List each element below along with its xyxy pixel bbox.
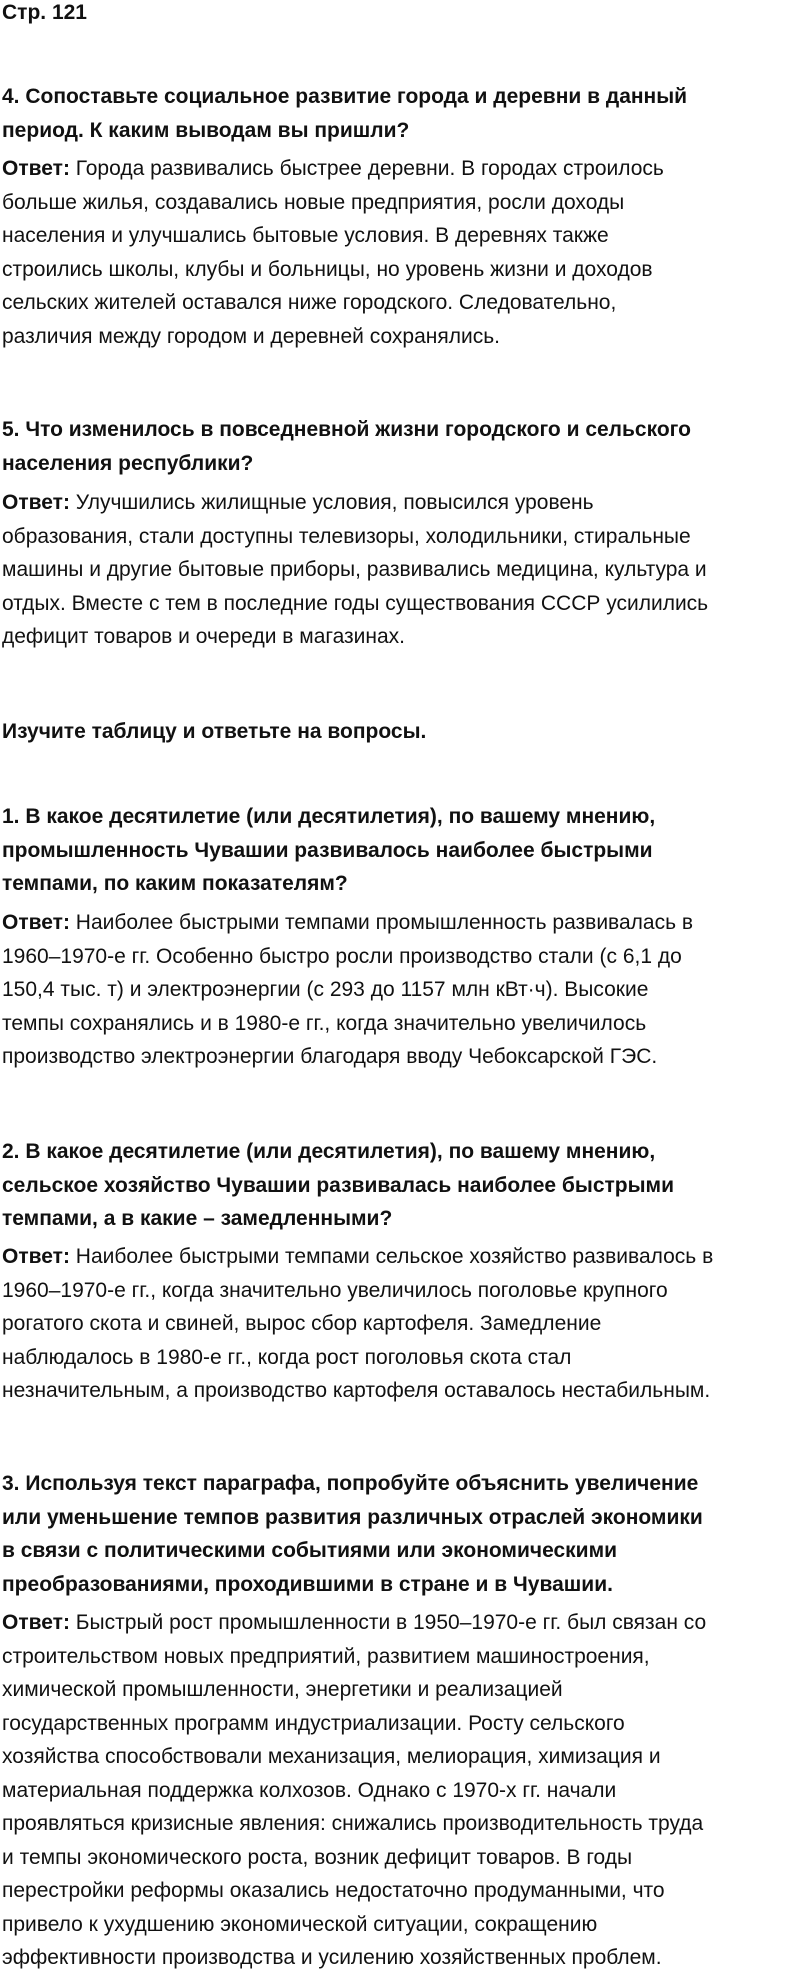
- answer-label: Ответ:: [2, 491, 70, 514]
- answer-paragraph: [2, 1606, 800, 1975]
- section-intro: Изучите таблицу и ответьте на вопросы.: [2, 720, 427, 743]
- answer-label: Ответ:: [2, 1245, 70, 1268]
- answer-paragraph: [2, 152, 800, 353]
- question-heading: 2. В какое десятилетие (или десятилетия), по вашему мнению, сельское хозяйство Чувашии развивалась наиболее быстрыми темпами, а в какие – замедленными?: [2, 1140, 674, 1230]
- question-heading: 1. В какое десятилетие (или десятилетия), по вашему мнению, промышленность Чувашии развивалось наиболее быстрыми темпами, по каким показателям?: [2, 805, 656, 895]
- answer-label: Ответ:: [2, 1611, 70, 1634]
- answer-text: Улучшились жилищные условия, повысился уровень образования, стали доступны телевизоры, холодильники, стиральные машины и другие бытовые приборы, развивались медицина, культура и отдых. Вместе с тем в последние годы существования СССР усилились дефицит товаров и очереди в магазинах.: [2, 491, 709, 648]
- question-heading: 5. Что изменилось в повседневной жизни городского и сельского населения республики?: [2, 418, 691, 475]
- answer-label: Ответ:: [2, 911, 70, 934]
- answer-paragraph: [2, 1240, 800, 1408]
- question-heading: 3. Используя текст параграфа, попробуйте объяснить увеличение или уменьшение темпов развития различных отраслей экономики в связи с политическими событиями или экономическими преобразованиями, проходившими в стране и в Чувашии.: [2, 1472, 703, 1596]
- answer-text: Наиболее быстрыми темпами промышленность развивалась в 1960–1970-е гг. Особенно быстро росли производство стали (с 6,1 до 150,4 тыс. т) и электроэнергии (с 293 до 1157 млн кВт·ч). Высокие темпы сохранялись и в 1980-е гг., когда значительно увеличилось производство электроэнергии благодаря вводу Чебоксарской ГЭС.: [2, 911, 694, 1068]
- answer-label: Ответ:: [2, 157, 70, 180]
- answer-text: Быстрый рост промышленности в 1950–1970-е гг. был связан со строительством новых предприятий, развитием машиностроения, химической промышленности, энергетики и реализацией государственных программ индустриализации. Росту сельского хозяйства способствовали механизация, мелиорация, химизация и материальная поддержка колхозов. Однако с 1970-х гг. начали проявляться кризисные явления: снижались производительность труда и темпы экономического роста, возник дефицит товаров. В годы перестройки реформы оказались недостаточно продуманными, что привело к ухудшению экономической ситуации, сокращению эффективности производства и усилению хозяйственных проблем.: [2, 1611, 707, 1969]
- answer-paragraph: [2, 906, 800, 1074]
- answer-paragraph: [2, 486, 800, 654]
- answer-text: Наиболее быстрыми темпами сельское хозяйство развивалось в 1960–1970-е гг., когда значительно увеличилось поголовье крупного рогатого скота и свиней, вырос сбор картофеля. Замедление наблюдалось в 1980-е гг., когда рост поголовья скота стал незначительным, а производство картофеля оставалось нестабильным.: [2, 1245, 714, 1402]
- page-number: Стр. 121: [2, 1, 87, 24]
- question-heading: 4. Сопоставьте социальное развитие города и деревни в данный период. К каким выводам вы пришли?: [2, 85, 688, 142]
- answer-text: Города развивались быстрее деревни. В городах строилось больше жилья, создавались новые предприятия, росли доходы населения и улучшались бытовые условия. В деревнях также строились школы, клубы и больницы, но уровень жизни и доходов сельских жителей оставался ниже городского. Следовательно, различия между городом и деревней сохранялись.: [2, 157, 664, 348]
